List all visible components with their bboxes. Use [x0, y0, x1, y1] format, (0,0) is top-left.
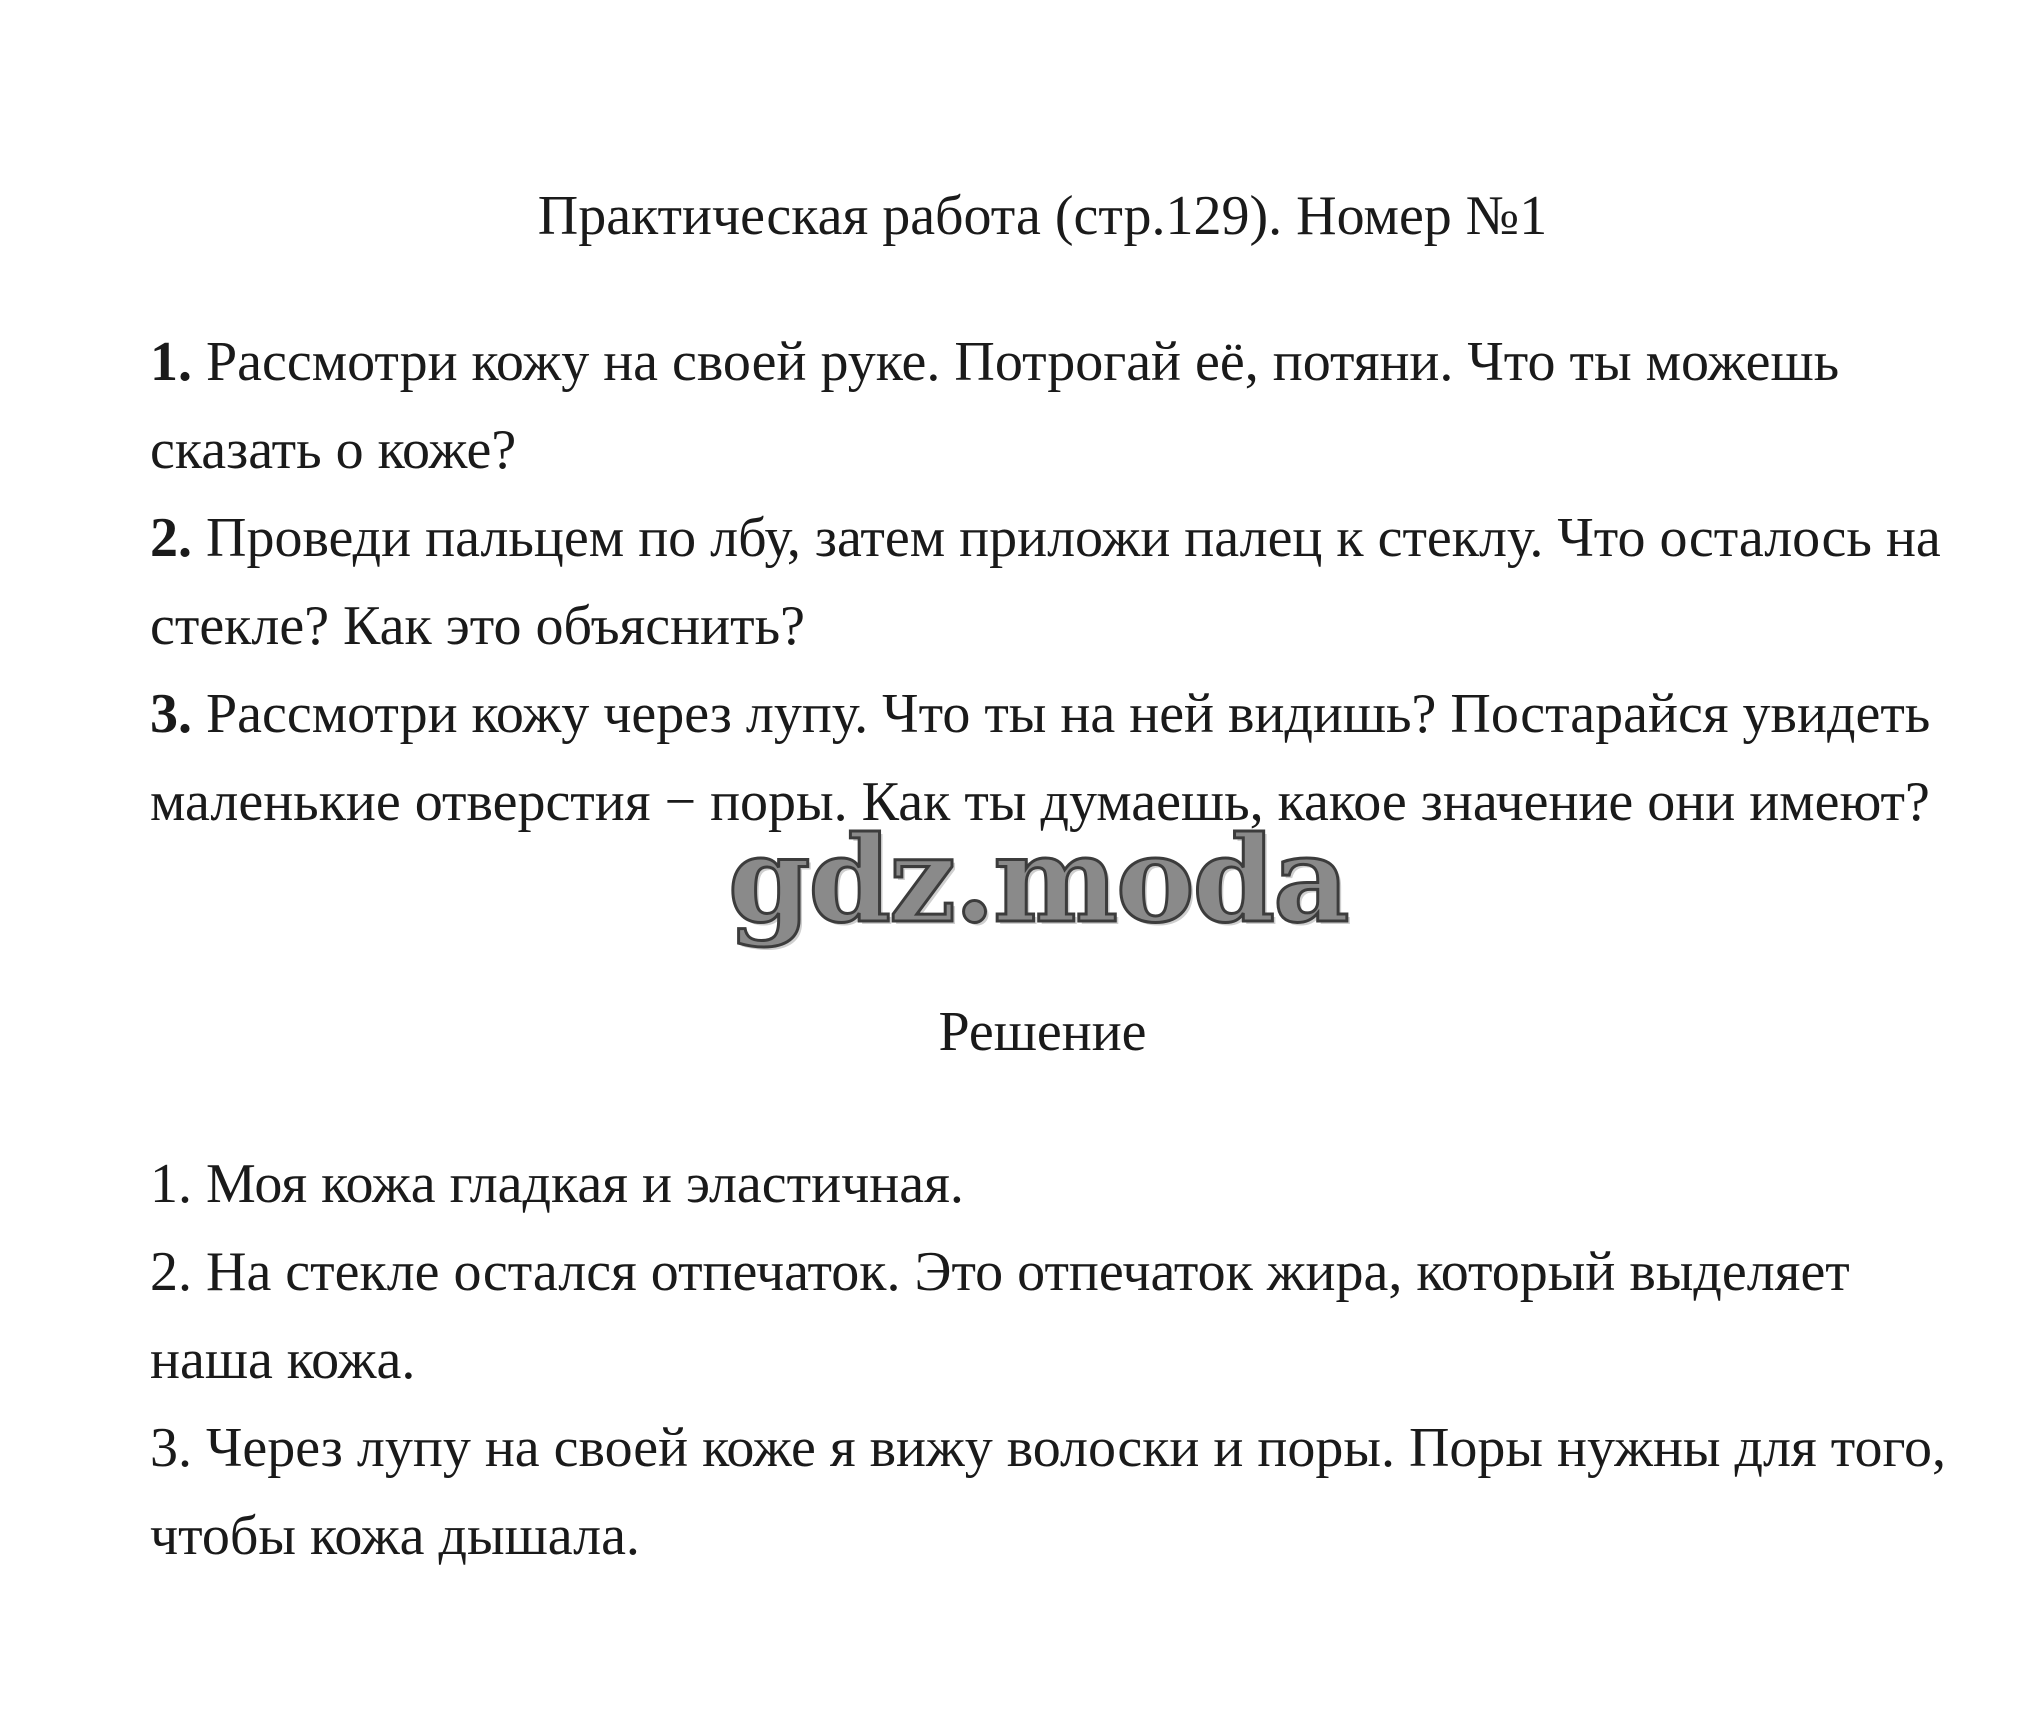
- watermark-logo: gdz.moda: [728, 810, 1348, 949]
- page-title: Практическая работа (стр.129). Номер №1: [537, 185, 1548, 247]
- solution-heading: Решение: [938, 1001, 1147, 1063]
- answer-item: 3. Через лупу на своей коже я вижу волоски и поры. Поры нужны для того, чтобы кожа дышала.: [150, 1417, 1947, 1567]
- task-number: 2.: [150, 507, 192, 569]
- task-item: [150, 318, 1950, 494]
- task-number: 3.: [150, 683, 192, 745]
- task-text: Рассмотри кожу на своей руке. Потрогай её, потяни. Что ты можешь сказать о коже?: [150, 331, 1840, 481]
- task-number: 1.: [150, 331, 192, 393]
- task-item: [150, 494, 1950, 670]
- task-text: Рассмотри кожу через лупу. Что ты на ней видишь? Постарайся увидеть маленькие отверстия − поры. Как ты думаешь, какое значение они имеют?: [150, 683, 1931, 833]
- task-text: Проведи пальцем по лбу, затем приложи палец к стеклу. Что осталось на стекле? Как это объяснить?: [150, 507, 1941, 657]
- task-list: [150, 318, 1950, 846]
- answer-item: 1. Моя кожа гладкая и эластичная.: [150, 1153, 964, 1215]
- answer-list: [150, 1140, 1950, 1580]
- answer-item: 2. На стекле остался отпечаток. Это отпечаток жира, который выделяет наша кожа.: [150, 1241, 1850, 1391]
